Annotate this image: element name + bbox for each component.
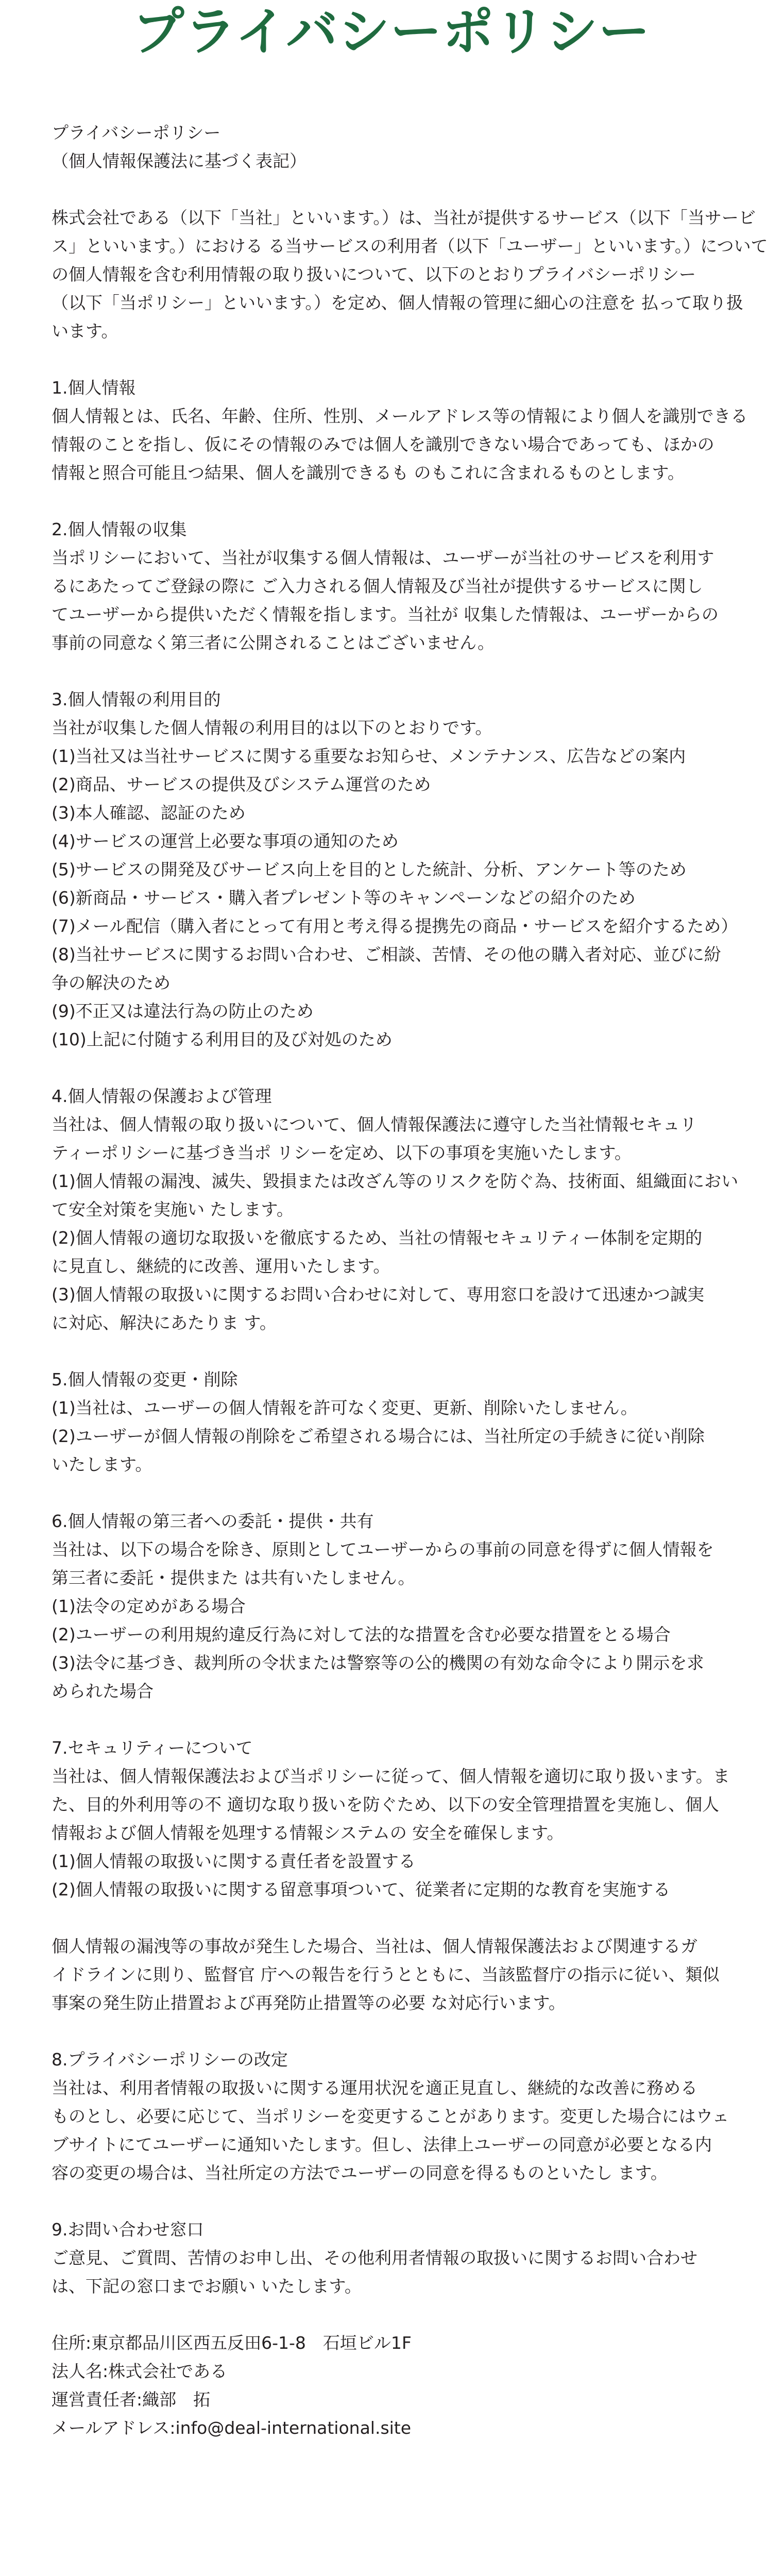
text-line: 運営責任者:織部 拓 xyxy=(52,2389,211,2410)
text-line: (4)サービスの運営上必要な事項の通知のため xyxy=(52,831,399,851)
page-title: プライバシーポリシー xyxy=(132,2,651,62)
text-line: 情報のことを指し、仮にその情報のみでは個人を識別できない場合であっても、ほかの xyxy=(52,434,714,454)
text-line: (8)当社サービスに関するお問い合わせ、ご相談、苦情、その他の購入者対応、並びに紛 xyxy=(52,944,721,964)
policy-paragraph xyxy=(52,1734,737,1904)
text-line: ブサイトにてユーザーに通知いたします。但し、法律上ユーザーの同意が必要となる内 xyxy=(52,2134,712,2155)
text-line: (2)個人情報の取扱いに関する留意事項ついて、従業者に定期的な教育を実施する xyxy=(52,1879,671,1900)
text-line: 住所:東京都品川区西五反田6-1-8 石垣ビル1F xyxy=(52,2333,412,2353)
text-line: (1)法令の定めがある場合 xyxy=(52,1596,246,1616)
policy-body xyxy=(52,118,768,2470)
text-line: (2)ユーザーの利用規約違反行為に対して法的な措置を含む必要な措置をとる場合 xyxy=(52,1624,671,1645)
policy-paragraph xyxy=(52,2215,737,2300)
policy-paragraph xyxy=(52,118,737,175)
text-line: 当社は、以下の場合を除き、原則としてユーザーからの事前の同意を得ずに個人情報を xyxy=(52,1539,714,1560)
text-line: 事案の発生防止措置および再発防止措置等の必要 な対応行います。 xyxy=(52,1993,566,2013)
policy-paragraph xyxy=(52,685,737,1054)
text-line: 争の解決のため xyxy=(52,973,171,993)
text-line: います。 xyxy=(52,321,118,341)
text-line: ものとし、必要に応じて、当ポリシーを変更することがあります。変更した場合にはウェ xyxy=(52,2106,729,2126)
text-line: 当社が収集した個人情報の利用目的は以下のとおりです。 xyxy=(52,718,492,738)
text-line: 情報と照合可能且つ結果、個人を識別できるも のもこれに含まれるものとします。 xyxy=(52,463,685,483)
text-line: (2)ユーザーが個人情報の削除をご希望される場合には、当社所定の手続きに従い削除 xyxy=(52,1426,705,1446)
text-line: (1)当社又は当社サービスに関する重要なお知らせ、メンテナンス、広告などの案内 xyxy=(52,746,686,766)
text-line: プライバシーポリシー xyxy=(52,123,221,143)
text-line: (2)個人情報の適切な取扱いを徹底するため、当社の情報セキュリティー体制を定期的 xyxy=(52,1228,703,1248)
policy-paragraph xyxy=(52,1082,737,1337)
policy-paragraph xyxy=(52,204,768,345)
text-line: (1)個人情報の取扱いに関する責任者を設置する xyxy=(52,1851,416,1871)
text-line: 3.個人情報の利用目的 xyxy=(52,689,221,709)
text-line: (3)法令に基づき、裁判所の令状または警察等の公的機関の有効な命令により開示を求 xyxy=(52,1653,704,1673)
text-line: 株式会社である（以下「当社」といいます。）は、当社が提供するサービス（以下「当サービ xyxy=(52,208,756,228)
text-line: メールアドレス:info@deal-international.site xyxy=(52,2418,412,2438)
text-line: 7.セキュリティーについて xyxy=(52,1738,253,1758)
text-line: 2.個人情報の収集 xyxy=(52,519,187,539)
text-line: に対応、解決にあたりま す。 xyxy=(52,1313,277,1333)
text-line: てユーザーから提供いただく情報を指します。当社が 収集した情報は、ユーザーからの xyxy=(52,604,719,624)
text-line: 当社は、利用者情報の取扱いに関する運用状況を適正見直し、継続的な改善に務める xyxy=(52,2078,697,2098)
text-line: (7)メール配信（購入者にとって有用と考え得る提携先の商品・サービスを紹介するため） xyxy=(52,916,738,936)
text-line: 5.個人情報の変更・削除 xyxy=(52,1369,238,1389)
policy-paragraph xyxy=(52,2045,737,2187)
text-line: (5)サービスの開発及びサービス向上を目的とした統計、分析、アンケート等のため xyxy=(52,859,687,879)
text-line: 6.個人情報の第三者への委託・提供・共有 xyxy=(52,1511,374,1531)
text-line: (1)当社は、ユーザーの個人情報を許可なく変更、更新、削除いたしません。 xyxy=(52,1398,638,1418)
text-line: 9.お問い合わせ窓口 xyxy=(52,2219,204,2240)
text-line: は、下記の窓口までお願い いたします。 xyxy=(52,2276,362,2296)
text-line: 個人情報とは、氏名、年齢、住所、性別、メールアドレス等の情報により個人を識別できる xyxy=(52,406,748,426)
text-line: 容の変更の場合は、当社所定の方法でユーザーの同意を得るものといたし ます。 xyxy=(52,2163,668,2183)
text-line: められた場合 xyxy=(52,1681,154,1701)
text-line: 当社は、個人情報の取り扱いについて、個人情報保護法に遵守した当社情報セキュリ xyxy=(52,1114,697,1134)
text-line: の個人情報を含む利用情報の取り扱いについて、以下のとおりプライバシーポリシー xyxy=(52,264,696,284)
text-line: 情報および個人情報を処理する情報システムの 安全を確保します。 xyxy=(52,1823,564,1843)
text-line: ティーポリシーに基づき当ポ リシーを定め、以下の事項を実施いたします。 xyxy=(52,1143,632,1163)
text-line: 当ポリシーにおいて、当社が収集する個人情報は、ユーザーが当社のサービスを利用す xyxy=(52,548,714,568)
text-line: (6)新商品・サービス・購入者プレゼント等のキャンペーンなどの紹介のため xyxy=(52,888,636,908)
text-line: (1)個人情報の漏洩、滅失、毀損または改ざん等のリスクを防ぐ為、技術面、組織面におい xyxy=(52,1171,739,1191)
policy-paragraph xyxy=(52,1365,737,1479)
policy-paragraph xyxy=(52,1507,737,1705)
policy-paragraph xyxy=(52,374,748,487)
text-line: 事前の同意なく第三者に公開されることはございません。 xyxy=(52,633,495,653)
text-line: (10)上記に付随する利用目的及び対処のため xyxy=(52,1029,393,1049)
text-line: ご意見、ご質問、苦情のお申し出、その他利用者情報の取扱いに関するお問い合わせ xyxy=(52,2248,697,2268)
text-line: て安全対策を実施い たします。 xyxy=(52,1199,294,1219)
text-line: （個人情報保護法に基づく表記） xyxy=(52,151,307,171)
text-line: (2)商品、サービスの提供及びシステム運営のため xyxy=(52,774,431,794)
text-line: るにあたってご登録の際に ご入力される個人情報及び当社が提供するサービスに関し xyxy=(52,576,703,596)
text-line: 個人情報の漏洩等の事故が発生した場合、当社は、個人情報保護法および関連するガ xyxy=(52,1936,697,1956)
text-line: 法人名:株式会社である xyxy=(52,2361,228,2381)
policy-paragraph xyxy=(52,2329,737,2442)
text-line: 1.個人情報 xyxy=(52,378,136,398)
policy-paragraph xyxy=(52,1932,737,2017)
text-line: た、目的外利用等の不 適切な取り扱いを防ぐため、以下の安全管理措置を実施し、個人 xyxy=(52,1794,720,1815)
text-line: (3)個人情報の取扱いに関するお問い合わせに対して、専用窓口を設けて迅速かつ誠実 xyxy=(52,1284,705,1304)
text-line: に見直し、継続的に改善、運用いたします。 xyxy=(52,1256,390,1276)
policy-paragraph xyxy=(52,515,737,657)
text-line: 第三者に委託・提供また は共有いたしません。 xyxy=(52,1568,415,1588)
text-line: 8.プライバシーポリシーの改定 xyxy=(52,2049,288,2070)
text-line: ス」といいます。）における る当サービスの利用者（以下「ユーザー」といいます。）について xyxy=(52,236,768,256)
text-line: イドラインに則り、監督官 庁への報告を行うとともに、当該監督庁の指示に従い、類似 xyxy=(52,1964,720,1985)
text-line: 4.個人情報の保護および管理 xyxy=(52,1086,272,1106)
text-line: 当社は、個人情報保護法および当ポリシーに従って、個人情報を適切に取り扱います。ま xyxy=(52,1766,730,1786)
text-line: いたします。 xyxy=(52,1454,152,1475)
text-line: (9)不正又は違法行為の防止のため xyxy=(52,1001,314,1021)
text-line: (3)本人確認、認証のため xyxy=(52,803,246,823)
text-line: （以下「当ポリシー」といいます。）を定め、個人情報の管理に細心の注意を 払って取り扱 xyxy=(52,293,744,313)
